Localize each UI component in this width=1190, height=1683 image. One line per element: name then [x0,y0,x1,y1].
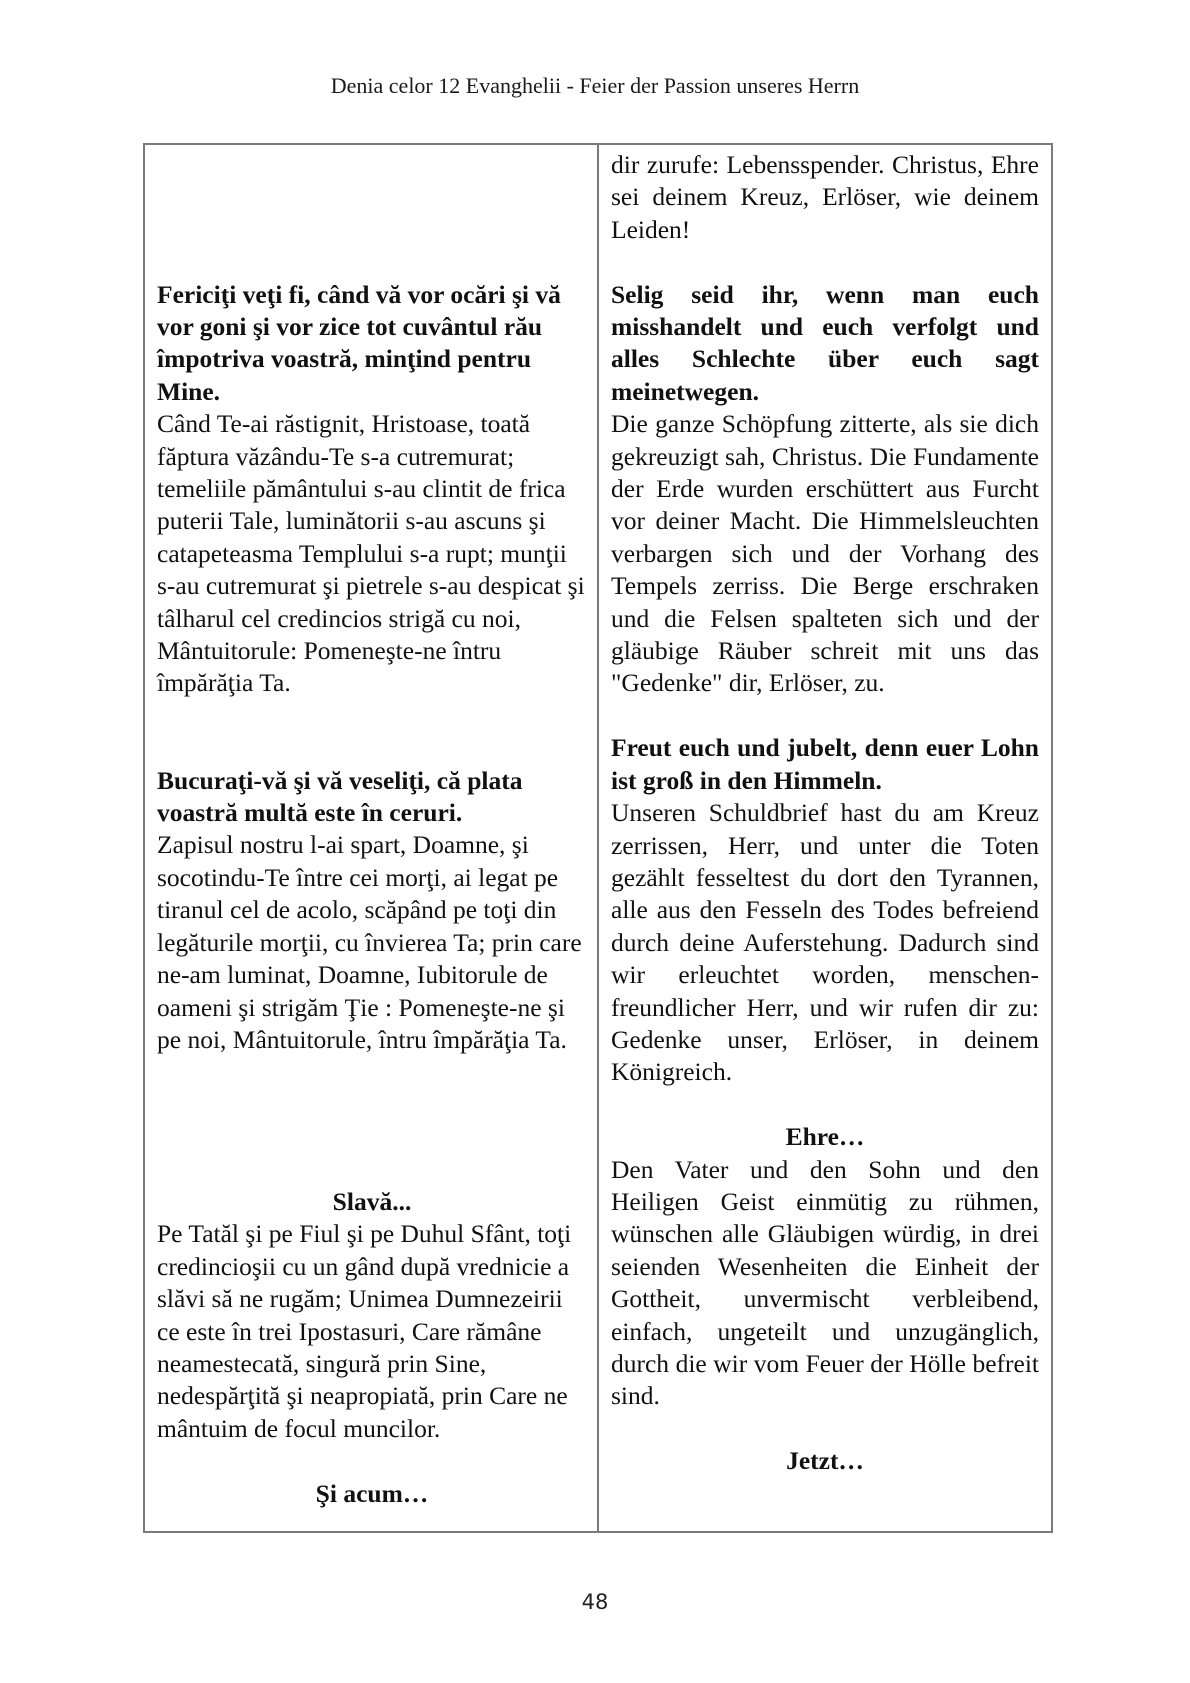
de-glory-heading: Ehre… [785,1122,865,1152]
ro-beatitude-2-troparion: Zapisul nostru l-ai spart, Doamne, şi socotindu-Te între cei morţi, ai legat pe tiranul cel de acolo, scăpând pe toţi din legăturile morţii, cu învierea Ta; prin care ne-am luminat, Doamne, Iubitorule de oameni şi strigăm Ţie : Pomeneşte-ne şi pe noi, Mântuitorule, întru împărăţia Ta. [157,830,582,1054]
empty-space [157,149,587,279]
paragraph-gap [611,700,1039,732]
de-continuation-text: dir zurufe: Lebensspender. Christus, Ehre sei deinem Kreuz, Erlöser, wie deinem Leiden! [611,150,1039,244]
paragraph-gap [611,1413,1039,1445]
de-glory [611,1121,1039,1413]
de-beatitude-2 [611,732,1039,1088]
ro-beatitude-1-troparion: Când Te-ai răstignit, Hristoase, toată făptura văzându-Te s-a cutremurat; temeliile pământului s-au clintit de frica puterii Tale, luminătorii s-au ascuns şi catapeteasma Templului s-a rupt; munţii s-au cutremurat şi pietrele s-au despicat şi tâlharul cel credincios strigă cu noi, Mântuitorule: Pomeneşte-ne întru împărăţia Ta. [157,409,585,698]
paragraph-gap [157,1056,587,1121]
page-number: 48 [581,1590,609,1614]
ro-beatitude-1-heading: Fericiţi veţi fi, când vă vor ocări şi vă vor goni şi vor zice tot cuvântul rău împotriva voastră, minţind pentru Mine. [157,279,561,406]
de-beatitude-2-troparion: Unseren Schuldbrief hast du am Kreuz zerrissen, Herr, und unter die Toten gezählt fesseltest du dort den Tyrannen, alle aus den Fesseln des Todes befreiend durch deine Auferstehung. Dadurch sind wir erleuchtet worden, menschen-freundlicher Herr, und wir rufen dir zu: Gedenke unser, Erlöser, in deinem Königreich. [611,798,1039,1087]
ro-beatitude-2 [157,765,587,1057]
bilingual-table [143,143,1053,1533]
ro-glory-text: Pe Tatăl şi pe Fiul şi pe Duhul Sfânt, toţi credincioşii cu un gând după vrednicie a slăvi să ne rugăm; Unimea Dumnezeirii ce este în trei Ipostasuri, Care rămâne neamestecată, singură prin Sine, nedespărţită şi neapropiată, prin Care ne mântuim de focul muncilor. [157,1219,572,1443]
ro-glory-heading: Slavă... [332,1186,412,1216]
paragraph-gap [157,700,587,765]
ro-now [157,1478,587,1510]
de-now-heading: Jetzt… [786,1446,864,1476]
paragraph-gap [611,1089,1039,1121]
ro-beatitude-1 [157,279,587,700]
paragraph-gap [157,1121,587,1153]
de-beatitude-2-heading: Freut euch und jubelt, denn euer Lohn ist groß in den Himmeln. [611,733,1039,795]
ro-now-heading: Şi acum… [315,1478,429,1508]
ro-beatitude-2-heading: Bucuraţi-vă şi vă veseliţi, că plata voastră multă este în ceruri. [157,765,523,828]
paragraph-gap [611,246,1039,278]
german-column [599,145,1051,1531]
paragraph-gap [157,1154,587,1186]
de-now [611,1445,1039,1477]
de-beatitude-1-troparion: Die ganze Schöpfung zitterte, als sie dich gekreuzigt sah, Christus. Die Fundamente der Erde wurden erschüttert aus Furcht vor deiner Macht. Die Himmelsleuchten verbargen sich und der Vorhang des Tempels zerriss. Die Berge erschraken und die Felsen spalteten sich und der gläubige Räuber schreit mit uns das "Gedenke" dir, Erlöser, zu. [611,409,1039,698]
running-header: Denia celor 12 Evanghelii - Feier der Passion unseres Herrn [330,73,860,98]
de-glory-text: Den Vater und den Sohn und den Heiligen Geist einmütig zu rühmen, wünschen alle Gläubigen würdig, in drei seienden Wesenheiten die Einheit der Gottheit, unvermischt verbleibend, einfach, ungeteilt und unzugänglich, durch die wir vom Feuer der Hölle befreit sind. [611,1154,1039,1411]
de-beatitude-1 [611,279,1039,700]
romanian-column [145,145,599,1531]
paragraph-gap [157,1445,587,1477]
ro-glory [157,1186,587,1445]
de-beatitude-1-heading: Selig seid ihr, wenn man euch misshandelt und euch verfolgt und alles Schlechte über euch sagt meinetwegen. [611,279,1039,406]
de-continuation [611,149,1039,246]
